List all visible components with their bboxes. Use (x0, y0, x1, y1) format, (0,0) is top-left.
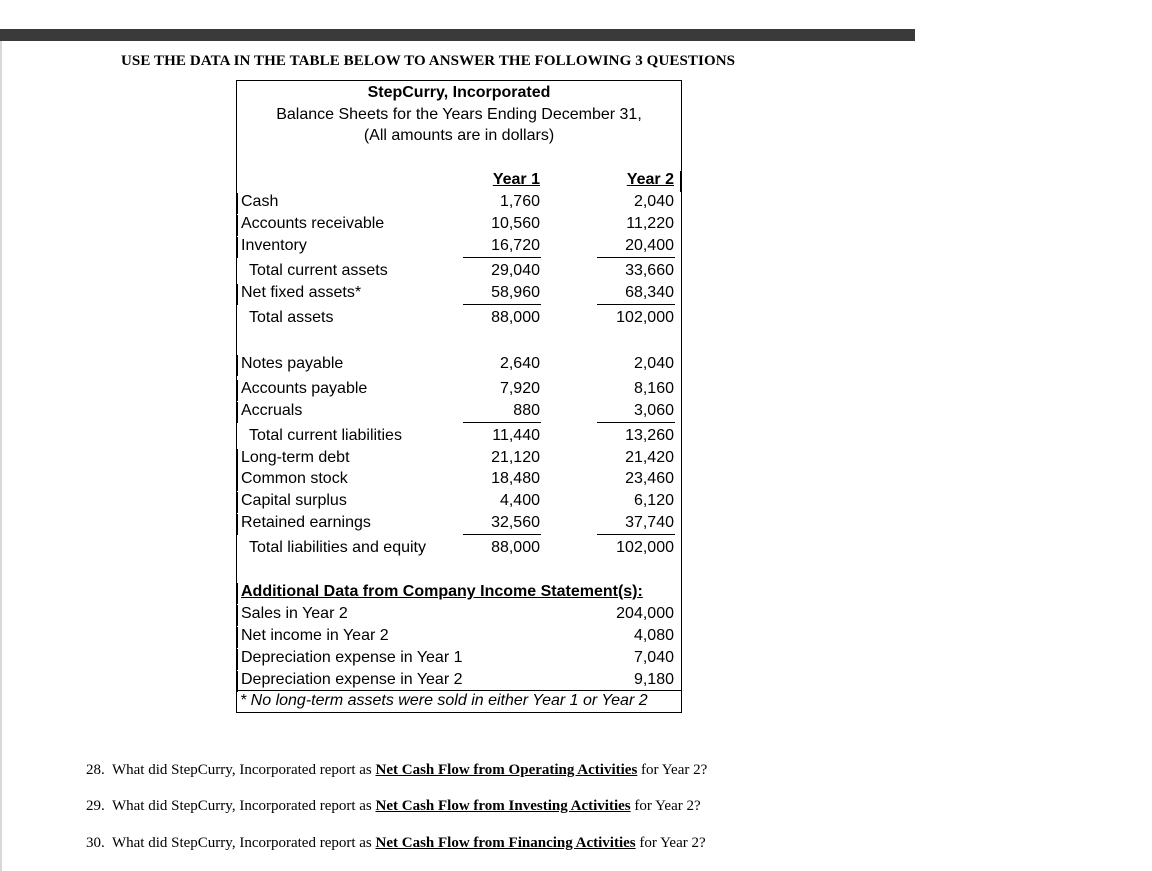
year2-value: 11,220 (626, 215, 674, 232)
year1-value: 16,720 (491, 237, 540, 254)
year2-value: 102,000 (616, 309, 674, 326)
amounts-note: (All amounts are in dollars) (363, 127, 555, 144)
footnote: * No long-term assets were sold in either Year 1 or Year 2 (240, 692, 648, 709)
subtotal-underline (463, 304, 541, 305)
year1-header: Year 1 (492, 171, 540, 188)
additional-data-row (237, 649, 681, 669)
additional-label: Depreciation expense in Year 1 (241, 649, 463, 666)
year2-value: 20,400 (625, 237, 674, 254)
table-row (237, 380, 681, 400)
year2-value: 37,740 (625, 514, 674, 531)
year2-value: 2,040 (633, 193, 674, 210)
row-left-rule (237, 402, 238, 423)
subtotal-underline (597, 257, 675, 258)
row-left-rule (237, 355, 238, 376)
additional-value: 7,040 (633, 649, 674, 666)
table-row (237, 539, 681, 559)
subtotal-underline (463, 534, 541, 535)
year2-value: 102,000 (616, 539, 674, 556)
question-term: Net Cash Flow from Financing Activities (375, 835, 636, 851)
row-label: Total liabilities and equity (249, 539, 426, 556)
row-left-rule (237, 514, 238, 535)
table-row (237, 284, 681, 304)
year2-header: Year 2 (626, 171, 674, 188)
company-name: StepCurry, Incorporated (367, 84, 551, 101)
year1-value: 29,040 (491, 262, 540, 279)
additional-data-title-row (237, 583, 681, 603)
row-label: Total assets (249, 309, 334, 326)
table-row (237, 309, 681, 329)
row-label: Total current assets (249, 262, 388, 279)
question-suffix: for Year 2? (639, 835, 706, 851)
row-left-rule (237, 215, 238, 236)
subtotal-underline (463, 257, 541, 258)
row-label: Total current liabilities (249, 427, 402, 444)
row-left-rule (237, 583, 238, 604)
year2-value: 2,040 (633, 355, 674, 372)
year2-value: 21,420 (625, 449, 674, 466)
year1-value: 88,000 (491, 309, 540, 326)
row-label: Common stock (241, 470, 348, 487)
question-suffix: for Year 2? (641, 762, 708, 778)
table-row (237, 449, 681, 469)
row-left-rule (237, 470, 238, 491)
row-label: Retained earnings (241, 514, 371, 531)
question-term: Net Cash Flow from Investing Activities (375, 798, 631, 814)
table-row (237, 193, 681, 213)
row-label: Notes payable (241, 355, 344, 372)
table-row (237, 492, 681, 512)
question-text: What did StepCurry, Incorporated report as (111, 798, 372, 814)
question-29 (86, 798, 701, 815)
additional-data-title: Additional Data from Company Income Statement(s): (241, 583, 643, 600)
additional-value: 9,180 (633, 671, 674, 688)
question-suffix: for Year 2? (634, 798, 701, 814)
year2-value: 8,160 (633, 380, 674, 397)
additional-label: Sales in Year 2 (241, 605, 348, 622)
year1-value: 10,560 (491, 215, 540, 232)
row-left-rule (237, 449, 238, 470)
additional-data-row (237, 671, 681, 691)
question-28 (86, 762, 707, 779)
row-label: Long-term debt (241, 449, 350, 466)
row-left-rule (237, 649, 238, 670)
column-header-row (237, 171, 681, 191)
year2-value: 13,260 (625, 427, 674, 444)
question-term: Net Cash Flow from Operating Activities (375, 762, 638, 778)
subtotal-underline (597, 304, 675, 305)
table-row (237, 262, 681, 282)
row-label: Accruals (241, 402, 303, 419)
year1-value: 11,440 (492, 427, 540, 444)
question-30 (86, 835, 706, 852)
row-left-rule (237, 671, 238, 692)
year1-value: 58,960 (491, 284, 540, 301)
year1-value: 32,560 (491, 514, 540, 531)
table-row (237, 237, 681, 257)
table-row (237, 355, 681, 375)
year1-value: 88,000 (491, 539, 540, 556)
year2-value: 6,120 (633, 492, 674, 509)
row-left-rule (237, 492, 238, 513)
year1-value: 7,920 (499, 380, 540, 397)
row-label: Capital surplus (241, 492, 347, 509)
additional-value: 4,080 (633, 627, 674, 644)
year1-value: 2,640 (499, 355, 540, 372)
year1-value: 18,480 (491, 470, 540, 487)
row-left-rule (237, 284, 238, 305)
question-number: 28. (86, 762, 105, 778)
row-left-rule (237, 627, 238, 648)
table-row (237, 215, 681, 235)
question-text: What did StepCurry, Incorporated report as (111, 835, 372, 851)
year1-value: 4,400 (499, 492, 540, 509)
subtotal-underline (463, 422, 541, 423)
year2-value: 23,460 (625, 470, 674, 487)
table-row (237, 427, 681, 447)
row-label: Inventory (241, 237, 307, 254)
instructions-heading: USE THE DATA IN THE TABLE BELOW TO ANSWER THE FOLLOWING 3 QUESTIONS (121, 53, 736, 69)
table-subtitle: Balance Sheets for the Years Ending December 31, (276, 106, 642, 123)
additional-label: Net income in Year 2 (241, 627, 389, 644)
row-left-rule (237, 193, 238, 214)
year2-value: 68,340 (625, 284, 674, 301)
row-label: Accounts payable (241, 380, 368, 397)
additional-label: Depreciation expense in Year 2 (241, 671, 463, 688)
year2-value: 3,060 (633, 402, 674, 419)
header-right-rule (680, 171, 681, 192)
table-row (237, 470, 681, 490)
row-label: Net fixed assets* (241, 284, 362, 301)
row-label: Cash (241, 193, 279, 210)
top-toolbar-bar (0, 29, 915, 41)
subtotal-underline (597, 534, 675, 535)
additional-data-row (237, 627, 681, 647)
year1-value: 1,760 (499, 193, 540, 210)
question-number: 30. (86, 835, 105, 851)
row-left-rule (237, 380, 238, 401)
additional-data-row (237, 605, 681, 625)
question-number: 29. (86, 798, 105, 814)
page-left-edge (0, 41, 2, 871)
row-left-rule (237, 237, 238, 258)
table-row (237, 514, 681, 534)
year1-value: 880 (513, 402, 540, 419)
row-label: Accounts receivable (241, 215, 385, 232)
subtotal-underline (597, 422, 675, 423)
row-left-rule (237, 605, 238, 626)
additional-value: 204,000 (616, 605, 674, 622)
year2-value: 33,660 (625, 262, 674, 279)
table-row (237, 402, 681, 422)
year1-value: 21,120 (491, 449, 540, 466)
question-text: What did StepCurry, Incorporated report as (111, 762, 372, 778)
